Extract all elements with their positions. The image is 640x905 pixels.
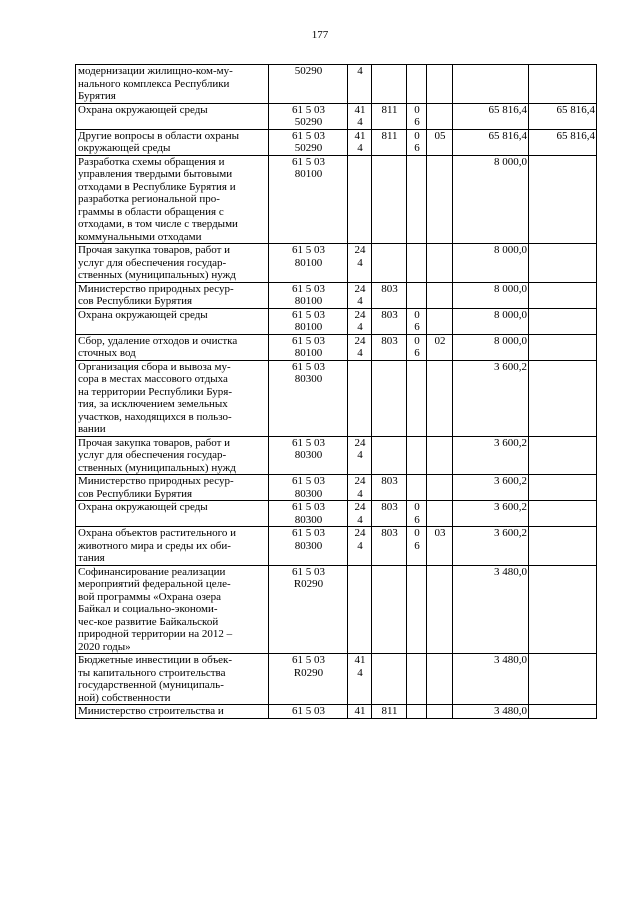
amount-cell bbox=[453, 65, 529, 104]
table-row bbox=[76, 654, 597, 705]
section-cell: 0 6 bbox=[407, 334, 427, 360]
target-article-cell: 61 5 03 80100 bbox=[269, 282, 348, 308]
expense-type-cell: 24 4 bbox=[348, 308, 372, 334]
row-name-cell: Охрана окружающей среды bbox=[76, 501, 269, 527]
ministry-code-cell: 811 bbox=[372, 129, 407, 155]
subsection-cell bbox=[427, 501, 453, 527]
amount-secondary-cell bbox=[529, 501, 597, 527]
target-article-cell: 61 5 03 50290 bbox=[269, 129, 348, 155]
ministry-code-cell bbox=[372, 244, 407, 283]
section-cell: 0 6 bbox=[407, 527, 427, 566]
table-row bbox=[76, 282, 597, 308]
table-row bbox=[76, 129, 597, 155]
amount-secondary-cell bbox=[529, 244, 597, 283]
row-name-cell: Софинансирование реализации мероприятий федеральной целе- вой программы «Охрана озера Байкал и социально-экономи- чес-кое развитие Байкальской природной территории на 2012 – 2020 годы» bbox=[76, 565, 269, 654]
row-name-cell: Охрана объектов растительного и животного мира и среды их оби- тания bbox=[76, 527, 269, 566]
expense-type-cell bbox=[348, 360, 372, 436]
budget-table bbox=[75, 64, 597, 719]
row-name-cell: Бюджетные инвестиции в объек- ты капитального строительства государственной (муниципаль- ной) собственности bbox=[76, 654, 269, 705]
table-row bbox=[76, 65, 597, 104]
row-name-cell: Прочая закупка товаров, работ и услуг для обеспечения государ- ственных (муниципальных) нужд bbox=[76, 436, 269, 475]
subsection-cell bbox=[427, 654, 453, 705]
amount-cell: 3 480,0 bbox=[453, 565, 529, 654]
target-article-cell: 61 5 03 R0290 bbox=[269, 654, 348, 705]
target-article-cell: 61 5 03 80300 bbox=[269, 436, 348, 475]
section-cell: 0 6 bbox=[407, 103, 427, 129]
table-row bbox=[76, 705, 597, 719]
amount-cell: 8 000,0 bbox=[453, 155, 529, 244]
expense-type-cell: 41 4 bbox=[348, 654, 372, 705]
ministry-code-cell: 803 bbox=[372, 308, 407, 334]
ministry-code-cell bbox=[372, 654, 407, 705]
section-cell bbox=[407, 244, 427, 283]
ministry-code-cell: 803 bbox=[372, 334, 407, 360]
row-name-cell: Охрана окружающей среды bbox=[76, 308, 269, 334]
ministry-code-cell bbox=[372, 565, 407, 654]
expense-type-cell: 24 4 bbox=[348, 244, 372, 283]
expense-type-cell: 4 bbox=[348, 65, 372, 104]
section-cell bbox=[407, 436, 427, 475]
subsection-cell bbox=[427, 155, 453, 244]
target-article-cell: 50290 bbox=[269, 65, 348, 104]
table-row bbox=[76, 436, 597, 475]
amount-secondary-cell bbox=[529, 360, 597, 436]
expense-type-cell: 41 4 bbox=[348, 129, 372, 155]
amount-secondary-cell bbox=[529, 527, 597, 566]
ministry-code-cell: 811 bbox=[372, 103, 407, 129]
subsection-cell bbox=[427, 705, 453, 719]
section-cell bbox=[407, 654, 427, 705]
target-article-cell: 61 5 03 80100 bbox=[269, 308, 348, 334]
expense-type-cell: 24 4 bbox=[348, 282, 372, 308]
expense-type-cell: 24 4 bbox=[348, 334, 372, 360]
amount-secondary-cell bbox=[529, 334, 597, 360]
section-cell bbox=[407, 65, 427, 104]
row-name-cell: Организация сбора и вывоза му- сора в местах массового отдыха на территории Республики Буря- тия, за исключением земельных участков, находящихся в пользо- вании bbox=[76, 360, 269, 436]
row-name-cell: Министерство природных ресур- сов Республики Бурятия bbox=[76, 282, 269, 308]
section-cell bbox=[407, 565, 427, 654]
section-cell bbox=[407, 705, 427, 719]
target-article-cell: 61 5 03 80100 bbox=[269, 334, 348, 360]
ministry-code-cell: 803 bbox=[372, 475, 407, 501]
subsection-cell: 05 bbox=[427, 129, 453, 155]
amount-cell: 65 816,4 bbox=[453, 129, 529, 155]
target-article-cell: 61 5 03 50290 bbox=[269, 103, 348, 129]
table-row bbox=[76, 360, 597, 436]
ministry-code-cell bbox=[372, 360, 407, 436]
row-name-cell: Министерство природных ресур- сов Республики Бурятия bbox=[76, 475, 269, 501]
amount-secondary-cell bbox=[529, 65, 597, 104]
expense-type-cell: 41 4 bbox=[348, 103, 372, 129]
amount-cell: 3 600,2 bbox=[453, 436, 529, 475]
section-cell: 0 6 bbox=[407, 501, 427, 527]
subsection-cell bbox=[427, 360, 453, 436]
target-article-cell: 61 5 03 bbox=[269, 705, 348, 719]
ministry-code-cell bbox=[372, 155, 407, 244]
subsection-cell bbox=[427, 565, 453, 654]
subsection-cell bbox=[427, 282, 453, 308]
table-row bbox=[76, 103, 597, 129]
expense-type-cell: 24 4 bbox=[348, 527, 372, 566]
ministry-code-cell: 811 bbox=[372, 705, 407, 719]
table-row bbox=[76, 155, 597, 244]
row-name-cell: Охрана окружающей среды bbox=[76, 103, 269, 129]
target-article-cell: 61 5 03 80300 bbox=[269, 475, 348, 501]
amount-secondary-cell bbox=[529, 436, 597, 475]
row-name-cell: Другие вопросы в области охраны окружающей среды bbox=[76, 129, 269, 155]
section-cell: 0 6 bbox=[407, 129, 427, 155]
ministry-code-cell: 803 bbox=[372, 282, 407, 308]
subsection-cell bbox=[427, 103, 453, 129]
amount-cell: 8 000,0 bbox=[453, 308, 529, 334]
target-article-cell: 61 5 03 80300 bbox=[269, 360, 348, 436]
table-row bbox=[76, 527, 597, 566]
amount-cell: 3 600,2 bbox=[453, 501, 529, 527]
amount-secondary-cell bbox=[529, 282, 597, 308]
subsection-cell bbox=[427, 475, 453, 501]
subsection-cell bbox=[427, 65, 453, 104]
target-article-cell: 61 5 03 80300 bbox=[269, 527, 348, 566]
table-row bbox=[76, 244, 597, 283]
row-name-cell: Прочая закупка товаров, работ и услуг для обеспечения государ- ственных (муниципальных) нужд bbox=[76, 244, 269, 283]
amount-cell: 8 000,0 bbox=[453, 334, 529, 360]
section-cell bbox=[407, 155, 427, 244]
table-row bbox=[76, 501, 597, 527]
section-cell: 0 6 bbox=[407, 308, 427, 334]
section-cell bbox=[407, 282, 427, 308]
section-cell bbox=[407, 475, 427, 501]
amount-secondary-cell bbox=[529, 155, 597, 244]
amount-cell: 3 600,2 bbox=[453, 475, 529, 501]
target-article-cell: 61 5 03 80100 bbox=[269, 155, 348, 244]
amount-cell: 65 816,4 bbox=[453, 103, 529, 129]
target-article-cell: 61 5 03 80100 bbox=[269, 244, 348, 283]
ministry-code-cell: 803 bbox=[372, 501, 407, 527]
budget-table-body bbox=[76, 65, 597, 719]
table-row bbox=[76, 565, 597, 654]
row-name-cell: Министерство строительства и bbox=[76, 705, 269, 719]
amount-cell: 3 480,0 bbox=[453, 654, 529, 705]
subsection-cell: 03 bbox=[427, 527, 453, 566]
expense-type-cell: 24 4 bbox=[348, 475, 372, 501]
amount-secondary-cell: 65 816,4 bbox=[529, 129, 597, 155]
amount-secondary-cell: 65 816,4 bbox=[529, 103, 597, 129]
amount-cell: 8 000,0 bbox=[453, 244, 529, 283]
target-article-cell: 61 5 03 80300 bbox=[269, 501, 348, 527]
row-name-cell: Разработка схемы обращения и управления твердыми бытовыми отходами в Республике Бурятия и разработка региональной про- граммы в области обращения с отходами, в том числе с твердыми коммунальными отходами bbox=[76, 155, 269, 244]
subsection-cell bbox=[427, 436, 453, 475]
amount-cell: 3 600,2 bbox=[453, 527, 529, 566]
row-name-cell: модернизации жилищно-ком-му- нального комплекса Республики Бурятия bbox=[76, 65, 269, 104]
expense-type-cell bbox=[348, 155, 372, 244]
ministry-code-cell bbox=[372, 436, 407, 475]
amount-cell: 8 000,0 bbox=[453, 282, 529, 308]
amount-secondary-cell bbox=[529, 475, 597, 501]
amount-cell: 3 600,2 bbox=[453, 360, 529, 436]
ministry-code-cell bbox=[372, 65, 407, 104]
expense-type-cell: 41 bbox=[348, 705, 372, 719]
expense-type-cell bbox=[348, 565, 372, 654]
expense-type-cell: 24 4 bbox=[348, 501, 372, 527]
amount-secondary-cell bbox=[529, 705, 597, 719]
subsection-cell: 02 bbox=[427, 334, 453, 360]
ministry-code-cell: 803 bbox=[372, 527, 407, 566]
table-row bbox=[76, 475, 597, 501]
amount-secondary-cell bbox=[529, 565, 597, 654]
subsection-cell bbox=[427, 308, 453, 334]
table-row bbox=[76, 308, 597, 334]
page-number: 177 bbox=[311, 29, 329, 41]
expense-type-cell: 24 4 bbox=[348, 436, 372, 475]
section-cell bbox=[407, 360, 427, 436]
subsection-cell bbox=[427, 244, 453, 283]
target-article-cell: 61 5 03 R0290 bbox=[269, 565, 348, 654]
row-name-cell: Сбор, удаление отходов и очистка сточных вод bbox=[76, 334, 269, 360]
amount-secondary-cell bbox=[529, 654, 597, 705]
amount-cell: 3 480,0 bbox=[453, 705, 529, 719]
amount-secondary-cell bbox=[529, 308, 597, 334]
table-row bbox=[76, 334, 597, 360]
